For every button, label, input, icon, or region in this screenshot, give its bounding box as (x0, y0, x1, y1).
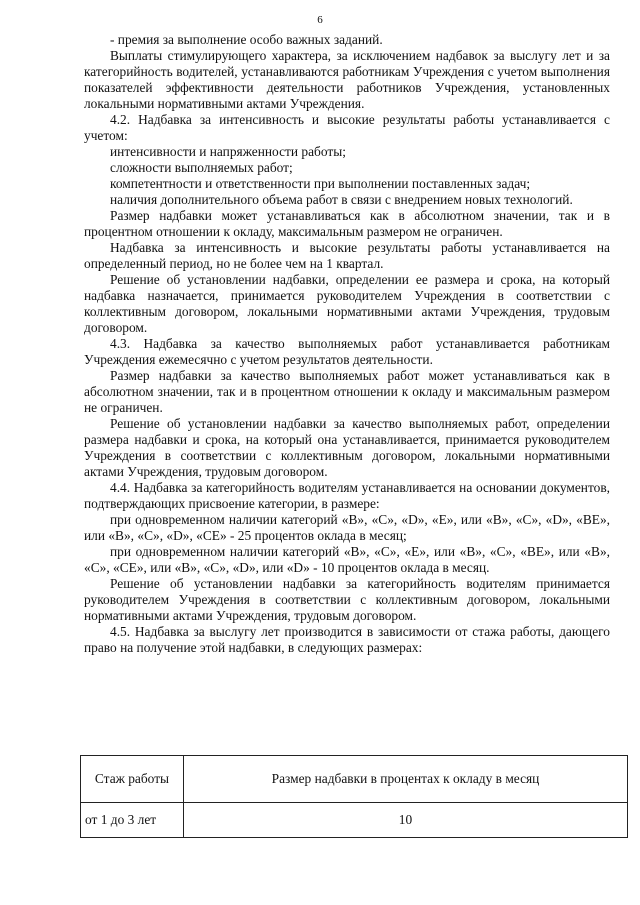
table-header-row (81, 756, 628, 803)
seniority-table (80, 755, 628, 838)
list-item: при одновременном наличии категорий «В», «С», «Е», или «В», «С», «ВЕ», или «В», «С», «СЕ», или «В», «С», «D», или «D» - 10 процентов оклада в месяц. (84, 544, 610, 575)
table-row (81, 803, 628, 838)
list-item: компетентности и ответственности при выполнении поставленных задач; (110, 176, 531, 191)
page-number: 6 (317, 14, 323, 26)
table-cell: от 1 до 3 лет (81, 803, 184, 838)
list-item: при одновременном наличии категорий «В», «С», «D», «Е», или «В», «С», «D», «ВЕ», или «В», «С», «D», «СЕ» - 25 процентов оклада в месяц; (84, 512, 610, 543)
paragraph: - премия за выполнение особо важных заданий. (110, 32, 383, 47)
table-header-cell: Стаж работы (81, 756, 184, 803)
paragraph: Решение об установлении надбавки, определении ее размера и срока, на который надбавка назначается, принимается руководителем Учреждения в соответствии с коллективным договором, локальными нормативными актами Учреждения, трудовым договором. (84, 272, 610, 335)
table-cell: 10 (184, 803, 628, 838)
document-body (84, 32, 610, 656)
paragraph: Решение об установлении надбавки за категорийность водителям принимается руководителем Учреждения в соответствии с коллективным договором, локальными нормативными актами Учреждения, трудовым договором. (84, 576, 610, 623)
paragraph: Решение об установлении надбавки за качество выполняемых работ, определении размера надбавки и срока, на который она устанавливается, принимается руководителем Учреждения в соответствии с коллективным договором, локальными нормативными актами Учреждения, трудовым договором. (84, 416, 610, 479)
paragraph-section-4-4: 4.4. Надбавка за категорийность водителям устанавливается на основании документов, подтверждающих присвоение категории, в размере: (84, 480, 610, 511)
paragraph-section-4-5: 4.5. Надбавка за выслугу лет производится в зависимости от стажа работы, дающего право на получение этой надбавки, в следующих размерах: (84, 624, 610, 655)
paragraph: Надбавка за интенсивность и высокие результаты работы устанавливается на определенный период, но не более чем на 1 квартал. (84, 240, 610, 271)
paragraph: Выплаты стимулирующего характера, за исключением надбавок за выслугу лет и за категорийность водителей, устанавливаются работникам Учреждения с учетом выполнения показателей эффективности деятельности работников Учреждения, установленных локальными нормативными актами Учреждения. (84, 48, 610, 111)
paragraph: Размер надбавки за качество выполняемых работ может устанавливаться как в абсолютном значении, так и в процентном отношении к окладу и максимальным размером не ограничен. (84, 368, 610, 415)
list-item: наличия дополнительного объема работ в связи с внедрением новых технологий. (110, 192, 573, 207)
paragraph-section-4-2: 4.2. Надбавка за интенсивность и высокие результаты работы устанавливается с учетом: (84, 112, 610, 143)
list-item: интенсивности и напряженности работы; (110, 144, 346, 159)
paragraph: Размер надбавки может устанавливаться как в абсолютном значении, так и в процентном отношении к окладу, максимальным размером не ограничен. (84, 208, 610, 239)
table-header-cell: Размер надбавки в процентах к окладу в месяц (184, 756, 628, 803)
list-item: сложности выполняемых работ; (110, 160, 293, 175)
paragraph-section-4-3: 4.3. Надбавка за качество выполняемых работ устанавливается работникам Учреждения ежемесячно с учетом результатов деятельности. (84, 336, 610, 367)
